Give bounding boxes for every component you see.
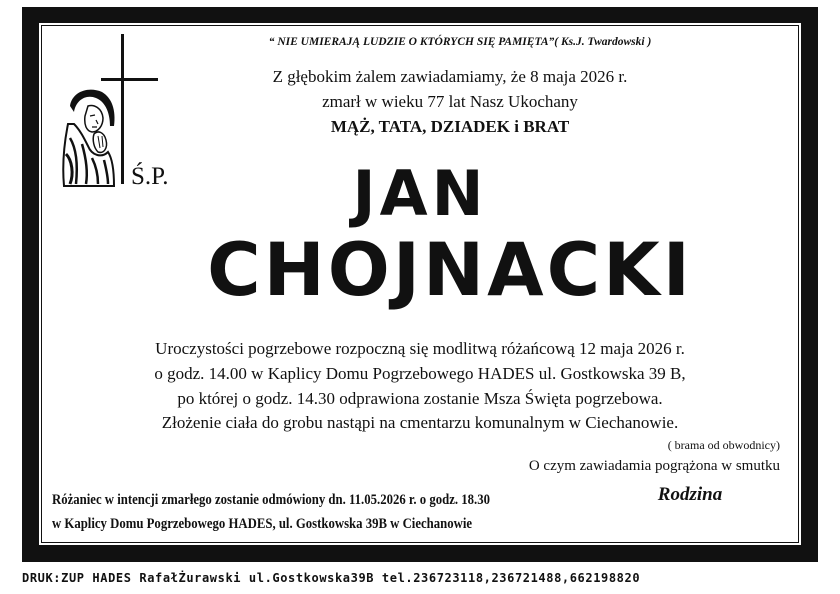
funeral-info-line: Złożenie ciała do grobu nastąpi na cmentarzu komunalnym w Ciechanowie.: [161, 413, 679, 432]
deceased-last-name: CHOJNACKI: [207, 228, 693, 313]
printer-footer: DRUK:ZUP HADES RafałŻurawski ul.Gostkowska39B tel.236723118,236721488,662198820: [22, 571, 641, 585]
rosary-info-line: Różaniec w intencji zmarłego zostanie odmówiony dn. 11.05.2026 r. o godz. 18.30: [52, 492, 490, 508]
funeral-info-line: o godz. 14.00 w Kaplicy Domu Pogrzebowego HADES ul. Gostkowska 39 B,: [154, 364, 686, 383]
family-relations: MĄŻ, TATA, DZIADEK i BRAT: [330, 117, 570, 136]
family-signature: Rodzina: [657, 484, 723, 505]
closing-line: O czym zawiadamia pogrążona w smutku: [528, 458, 780, 474]
memorial-quote: “ NIE UMIERAJĄ LUDZIE O KTÓRYCH SIĘ PAMIĘTA”( Ks.J. Twardowski ): [268, 36, 652, 48]
age-line: zmarł w wieku 77 lat Nasz Ukochany: [322, 92, 578, 111]
funeral-info-line: po której o godz. 14.30 odprawiona zostanie Msza Święta pogrzebowa.: [177, 389, 663, 408]
deceased-prefix: Ś.P.: [131, 163, 169, 190]
deceased-first-name: JAN: [352, 157, 488, 230]
death-announcement-line: Z głębokim żalem zawiadamiamy, że 8 maja 2026 r.: [272, 67, 628, 86]
funeral-info-line: Uroczystości pogrzebowe rozpoczną się modlitwą różańcową 12 maja 2026 r.: [155, 339, 685, 358]
rosary-info-line: w Kaplicy Domu Pogrzebowego HADES, ul. Gostkowska 39B w Ciechanowie: [52, 516, 473, 532]
cemetery-gate-note: ( brama od obwodnicy): [667, 438, 780, 452]
